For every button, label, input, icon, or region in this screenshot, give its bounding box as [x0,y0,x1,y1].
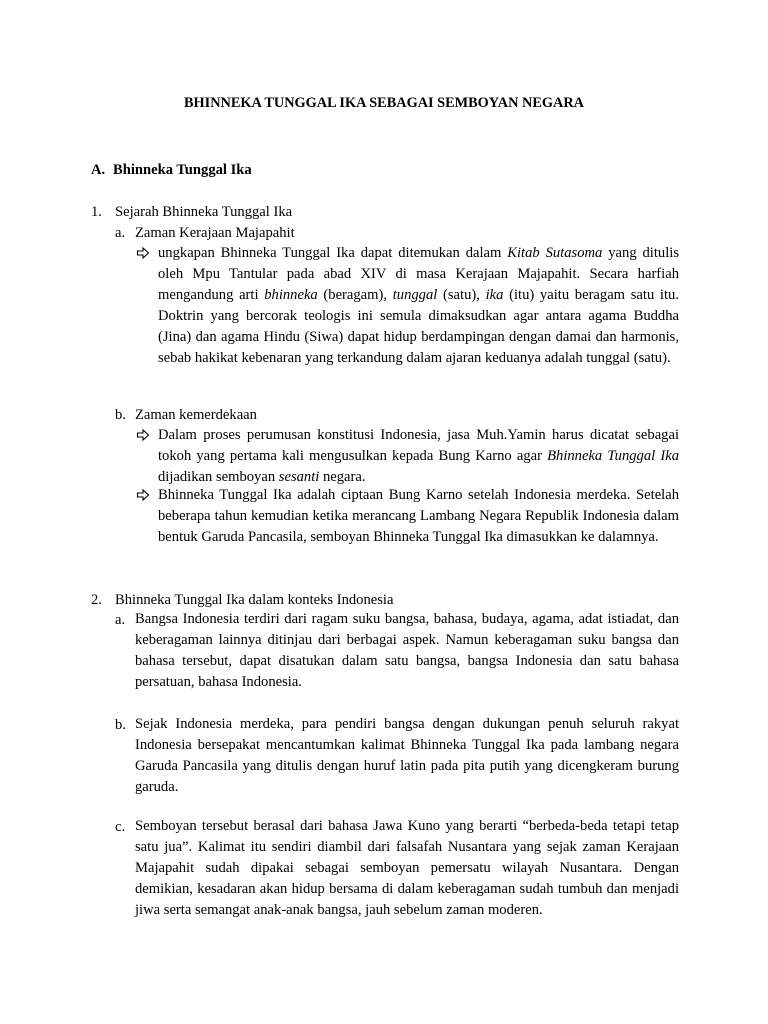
sublist-label-1b: b. [115,407,126,423]
bullet-paragraph-bung-karno: Bhinneka Tunggal Ika adalah ciptaan Bung Karno setelah Indonesia merdeka. Setelah beberapa tahun kemudian ketika merancang Lambang Negara Republik Indonesia dalam bentuk Garuda Pancasila, semboyan Bhinneka Tunggal Ika dimasukkan ke dalamnya. [158,487,679,546]
sublist-label-2b: b. [115,717,126,733]
arrow-right-outline-icon [136,428,150,442]
section-heading-text: Bhinneka Tunggal Ika [113,162,252,178]
section-label: A. [91,162,106,178]
sublist-paragraph-2a: Bangsa Indonesia terdiri dari ragam suku bangsa, bahasa, budaya, agama, adat istiadat, dan keberagaman lainnya ditinjau dari berbagai aspek. Namun keberagaman suku bangsa dan bahasa tersebut, dapat disatukan dalam satu bangsa, bangsa Indonesia dan satu bahasa persatuan, bahasa Indonesia. [135,611,679,691]
bullet-paragraph-majapahit: ungkapan Bhinneka Tunggal Ika dapat ditemukan dalam Kitab Sutasoma yang ditulis oleh Mpu Tantular pada abad XIV di masa Kerajaan Majapahit. Secara harfiah mengandung arti bhinneka (beragam), tunggal (satu), ika (itu) yaitu beragam satu itu. Doktrin yang bercorak teologis ini semula dimaksudkan agar antara agama Buddha (Jina) dan agama Hindu (Siwa) dapat hidup berdampingan dengan damai dan harmonis, sebab hakikat kebenaran yang terkandung dalam ajaran keduanya adalah tunggal (satu). [158,245,680,367]
sublist-item-1b-title: Zaman kemerdekaan [135,407,257,423]
list-item-1-title: Sejarah Bhinneka Tunggal Ika [115,204,293,220]
arrow-right-outline-icon [136,246,150,260]
sublist-label-1a: a. [115,225,126,241]
sublist-label-2a: a. [115,612,126,628]
list-number-2: 2. [91,592,102,608]
sublist-item-1a-title: Zaman Kerajaan Majapahit [135,225,295,241]
document-title: BHINNEKA TUNGGAL IKA SEBAGAI SEMBOYAN NEGARA [183,95,584,111]
list-number-1: 1. [91,204,102,220]
bullet-paragraph-muh-yamin: Dalam proses perumusan konstitusi Indonesia, jasa Muh.Yamin harus dicatat sebagai tokoh yang pertama kali mengusulkan kepada Bung Karno agar Bhinneka Tunggal Ika dijadikan semboyan sesanti negara. [158,427,679,486]
arrow-right-outline-icon [136,488,150,502]
section-heading-a [91,160,252,180]
sublist-paragraph-2b: Sejak Indonesia merdeka, para pendiri bangsa dengan dukungan penuh seluruh rakyat Indonesia bersepakat mencantumkan kalimat Bhinneka Tunggal Ika pada lambang negara Garuda Pancasila yang ditulis dengan huruf latin pada pita putih yang dicengkeram burung garuda. [135,716,679,796]
sublist-label-2c: c. [115,819,126,835]
list-item-2-title: Bhinneka Tunggal Ika dalam konteks Indonesia [115,592,394,608]
sublist-paragraph-2c: Semboyan tersebut berasal dari bahasa Jawa Kuno yang berarti “berbeda-beda tetapi tetap satu jua”. Kalimat itu sendiri diambil dari falsafah Nusantara yang sejak zaman Kerajaan Majapahit sudah dipakai sebagai semboyan pemersatu wilayah Nusantara. Dengan demikian, kesadaran akan hidup bersama di dalam keberagaman sudah tumbuh dan menjadi jiwa serta semangat anak-anak bangsa, jauh sebelum zaman moderen. [135,818,679,919]
